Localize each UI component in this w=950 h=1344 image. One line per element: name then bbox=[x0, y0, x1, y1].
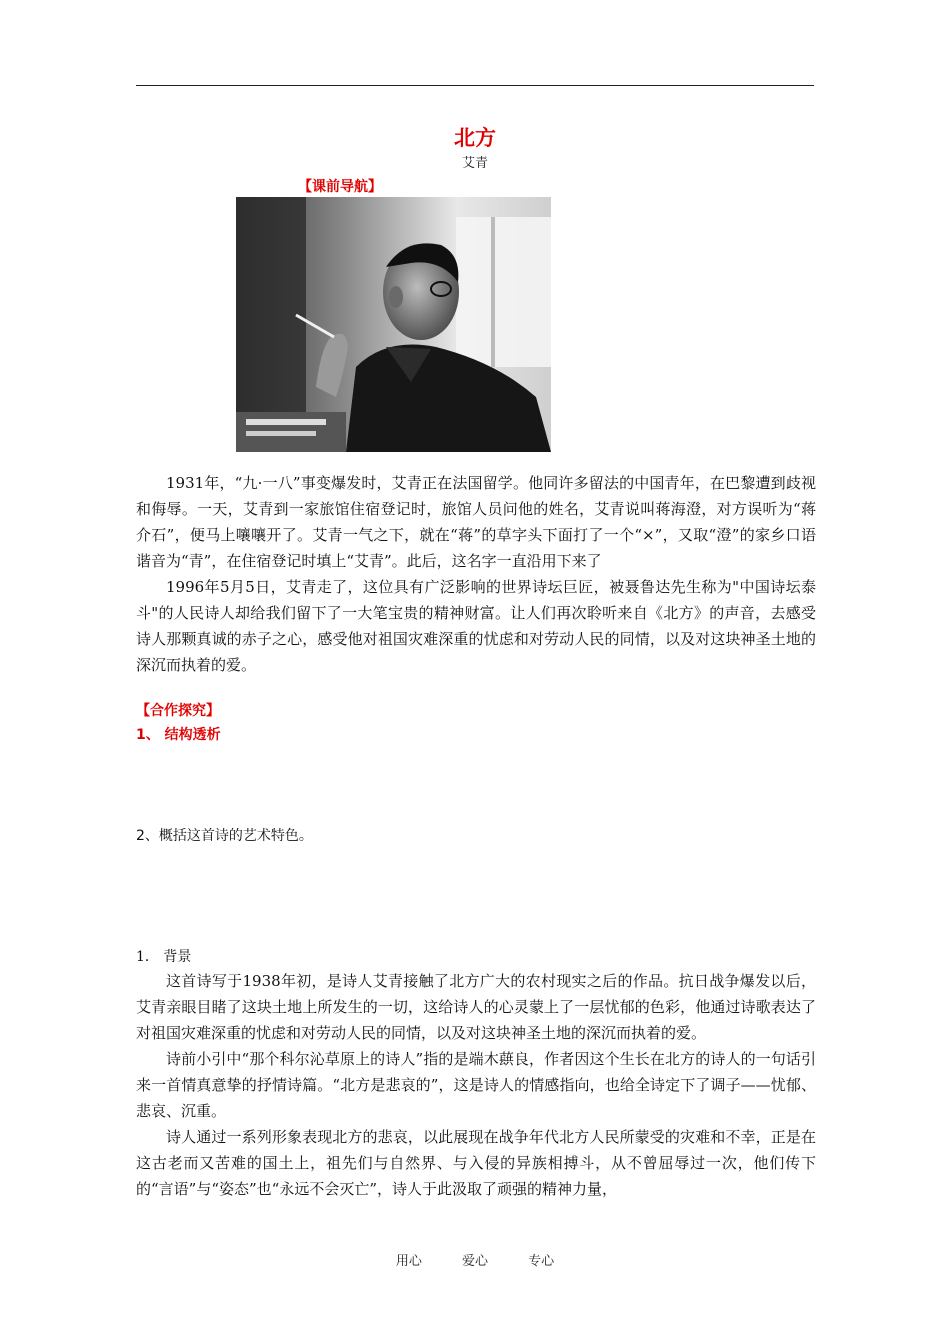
footer-item: 专心 bbox=[528, 1254, 555, 1269]
footer-item: 爱心 bbox=[461, 1254, 488, 1269]
section-label-coop: 【合作探究】 bbox=[136, 703, 220, 719]
header-rule bbox=[136, 85, 814, 86]
section-label-nav: 【课前导航】 bbox=[298, 179, 382, 195]
author-name: 艾青 bbox=[461, 156, 488, 171]
background-paragraph-2: 诗前小引中“那个科尔沁草原上的诗人”指的是端木蕻良，作者因这个生长在北方的诗人的一句话引来一首情真意挚的抒情诗篇。“北方是悲哀的”，这是诗人的情感指向，也给全诗定下了调子——忧郁、悲哀、沉重。 bbox=[136, 1050, 816, 1120]
footer-item: 用心 bbox=[395, 1254, 422, 1269]
question-1-heading: 1、 结构透析 bbox=[136, 727, 221, 743]
background-heading: 1． 背景 bbox=[136, 949, 192, 965]
page-title: 北方 bbox=[454, 126, 496, 150]
portrait-illustration bbox=[236, 197, 551, 452]
author-portrait-photo bbox=[236, 197, 551, 452]
background-text bbox=[136, 968, 816, 1202]
intro-text bbox=[136, 470, 816, 678]
intro-paragraph-1: 1931年，“九·一八”事变爆发时，艾青正在法国留学。他同许多留法的中国青年，在巴黎遭到歧视和侮辱。一天，艾青到一家旅馆住宿登记时，旅馆人员问他的姓名，艾青说叫蒋海澄，对方误听为“蒋介石”，便马上嚷嚷开了。艾青一气之下，就在“蒋”的草字头下面打了一个“×”，又取“澄”的家乡口语谐音为“青”，在住宿登记时填上“艾青”。此后，这名字一直沿用下来了 bbox=[136, 474, 816, 570]
question-2-heading: 2、概括这首诗的艺术特色。 bbox=[136, 828, 313, 844]
intro-paragraph-2: 1996年5月5日，艾青走了，这位具有广泛影响的世界诗坛巨匠，被聂鲁达先生称为"中国诗坛泰斗"的人民诗人却给我们留下了一大笔宝贵的精神财富。让人们再次聆听来自《北方》的声音，去感受诗人那颗真诚的赤子之心，感受他对祖国灾难深重的忧虑和对劳动人民的同情，以及对这块神圣土地的深沉而执着的爱。 bbox=[136, 578, 816, 674]
background-paragraph-3: 诗人通过一系列形象表现北方的悲哀，以此展现在战争年代北方人民所蒙受的灾难和不幸，正是在这古老而又苦难的国土上，祖先们与自然界、与入侵的异族相搏斗，从不曾屈辱过一次，他们传下的“言语”与“姿态”也“永远不会灭亡”，诗人于此汲取了顽强的精神力量， bbox=[136, 1128, 816, 1198]
background-paragraph-1: 这首诗写于1938年初，是诗人艾青接触了北方广大的农村现实之后的作品。抗日战争爆发以后，艾青亲眼目睹了这块土地上所发生的一切，这给诗人的心灵蒙上了一层忧郁的色彩，他通过诗歌表达了对祖国灾难深重的忧虑和对劳动人民的同情，以及对这块神圣土地的深沉而执着的爱。 bbox=[136, 972, 816, 1042]
page-footer bbox=[0, 1250, 950, 1269]
